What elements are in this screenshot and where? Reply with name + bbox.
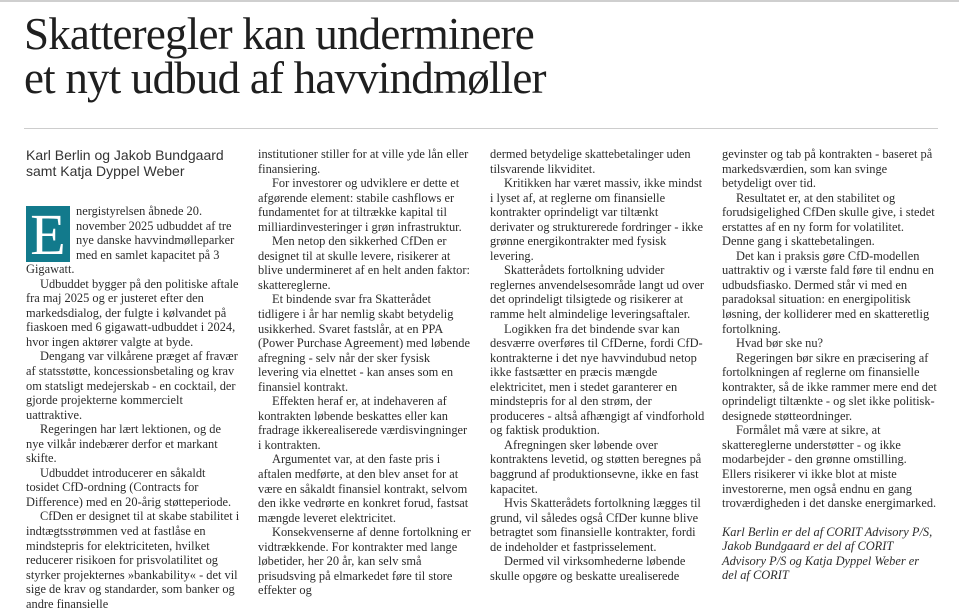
paragraph: Effekten heraf er, at indehaveren af kontrakten løbende beskattes eller kan fradrage ikkerealiserede værdisvingninger i kontrakten. bbox=[258, 394, 468, 452]
byline-line: samt Katja Dyppel Weber bbox=[26, 163, 185, 179]
paragraph: Regeringen bør sikre en præcisering af fortolkningen af reglerne om finansielle kontrakter, så de ikke rammer mere end det oprindeligt tiltænkte - og slet ikke politisk-designede støtteordninger. bbox=[722, 350, 937, 423]
spacer bbox=[722, 511, 937, 525]
paragraph: Kritikken har været massiv, ikke mindst i lyset af, at reglerne om finansielle kontrakter oprindeligt var tiltænkt derivater og strukturerede fordringer - ikke grønne energikontrakter med fysisk levering. bbox=[490, 176, 703, 263]
paragraph: Dermed vil virksomhederne løbende skulle opgøre og beskatte urealiserede bbox=[490, 554, 686, 583]
author-note: Karl Berlin er del af CORIT Advisory P/S, Jakob Bundgaard er del af CORIT Advisory P/S og Katja Dyppel Weber er del af CORIT bbox=[722, 524, 933, 583]
paragraph: Afregningen sker løbende over kontraktens levetid, og støtten beregnes på baggrund af produktionsevne, ikke en fast kapacitet. bbox=[490, 437, 702, 496]
paragraph: Dengang var vilkårene præget af fravær af statsstøtte, koncessionsbetaling og krav om statsligt medejerskab - en cocktail, der gjorde projekterne kommercielt uattraktive. bbox=[26, 349, 238, 422]
headline-line: et nyt udbud af havvindmøller bbox=[24, 53, 546, 103]
paragraph: CfDen er designet til at skabe stabilitet i indtægtsstrømmen ved at fastlåse en mindstepris for elektriciteten, hvilket reducerer risikoen for prisvolatilitet og styrker projekternes »bankability« - det vil sige de krav og standarder, som banker og andre finansielle bbox=[26, 509, 240, 611]
paragraph: gevinster og tab på kontrakten - baseret på markedsværdien, som kan svinge betydeligt over tid. bbox=[722, 147, 933, 191]
paragraph: Det kan i praksis gøre CfD-modellen uattraktiv og i værste fald føre til endnu en udbudsfiasko. Dermed står vi med en paradoksal situation: en energipolitisk løsning, der kolliderer med en skatteretlig fortolkning. bbox=[722, 248, 934, 336]
paragraph: Hvad bør ske nu? bbox=[736, 336, 824, 351]
byline-line: Karl Berlin og Jakob Bundgaard bbox=[26, 147, 224, 163]
article-column-4 bbox=[722, 147, 937, 583]
drop-cap: E bbox=[26, 206, 70, 262]
article-column-1 bbox=[26, 147, 241, 611]
article-column-3 bbox=[490, 147, 705, 583]
paragraph: Logikken fra det bindende svar kan desværre overføres til CfDerne, fordi CfD-kontrakterne i det nye havvindubud netop ikke fastsætter en præcis mængde elektricitet, men i stedet garanterer en mindstepris for al den strøm, der produceres - altså afhængigt af vindforhold og faktisk produktion. bbox=[490, 321, 705, 438]
paragraph: Udbuddet introducerer en såkaldt tosidet CfD-ordning (Contracts for Difference) med en 20-årig støtteperiode. bbox=[26, 465, 232, 509]
top-rule bbox=[0, 0, 959, 2]
paragraph: Hvis Skatterådets fortolkning lægges til grund, vil således også CfDer kunne blive betragtet som finansielle kontrakter, fordi de indeholder et fastprisselement. bbox=[490, 496, 701, 554]
paragraph: Udbuddet bygger på den politiske aftale fra maj 2025 og er justeret efter den markedsdialog, der fulgte i kølvandet på fiaskoen med 6 gigawatt-udbuddet i 2024, hvor ingen aktører valgte at byde. bbox=[26, 276, 239, 349]
paragraph: Formålet må være at sikre, at skattereglerne understøtter - og ikke modarbejder - den grønne omstilling. Ellers risikerer vi ikke blot at miste investorerne, men også endnu en gang troværdigheden i det danske energimarked. bbox=[722, 423, 937, 511]
paragraph: dermed betydelige skattebetalinger uden tilsvarende likviditet. bbox=[490, 147, 691, 176]
headline bbox=[24, 9, 924, 103]
paragraph: Resultatet er, at den stabilitet og forudsigelighed CfDen skulle give, i stedet erstattes af en ny form for volatilitet. Denne gang i skattebetalingen. bbox=[722, 190, 935, 249]
paragraph: institutioner stiller for at ville yde lån eller finansiering. bbox=[258, 147, 469, 176]
headline-line: Skatteregler kan underminere bbox=[24, 9, 534, 59]
paragraph: Regeringen har lært lektionen, og de nye vilkår indebærer derfor et markant skifte. bbox=[26, 422, 221, 466]
paragraph: Skatterådets fortolkning udvider reglernes anvendelsesområde langt ud over det oprindeligt tilsigtede og risikerer at ramme helt almindelige leveringsaftaler. bbox=[490, 263, 704, 322]
paragraph: Men netop den sikkerhed CfDen er designet til at skulle levere, risikerer at blive undermineret af en helt anden faktor: skattereglerne. bbox=[258, 234, 470, 292]
byline bbox=[26, 147, 241, 179]
headline-divider bbox=[24, 128, 938, 129]
paragraph: Et bindende svar fra Skatterådet tidligere i år har nemlig skabt betydelig usikkerhed. Svaret fastslår, at en PPA (Power Purchase Agreement) med løbende afregning - selv når der sker fysisk levering via elnettet - kan anses som en finansiel kontrakt. bbox=[258, 292, 470, 394]
article-column-2 bbox=[258, 147, 473, 598]
lead-paragraph bbox=[26, 204, 241, 277]
paragraph: For investorer og udviklere er dette et afgørende element: stabile cashflows er fundamentet for at tiltrække kapital til milliardinvesteringer i grøn infrastruktur. bbox=[258, 176, 462, 234]
paragraph: Argumentet var, at den faste pris i aftalen medførte, at den blev anset for at være en såkaldt finansiel kontrakt, selvom den ikke vedrørte en konkret forud, fastsat mængde leveret elektricitet. bbox=[258, 452, 469, 525]
lead-text: nergistyrelsen åbnede 20. november 2025 udbuddet af tre nye danske havvindmølleparker med en samlet kapacitet på 3 Gigawatt. bbox=[26, 204, 235, 277]
paragraph: Konsekvenserne af denne fortolkning er vidtrækkende. For kontrakter med lange løbetider, her 20 år, kan selv små prisudsving på elmarkedet føre til store effekter og bbox=[258, 525, 471, 598]
